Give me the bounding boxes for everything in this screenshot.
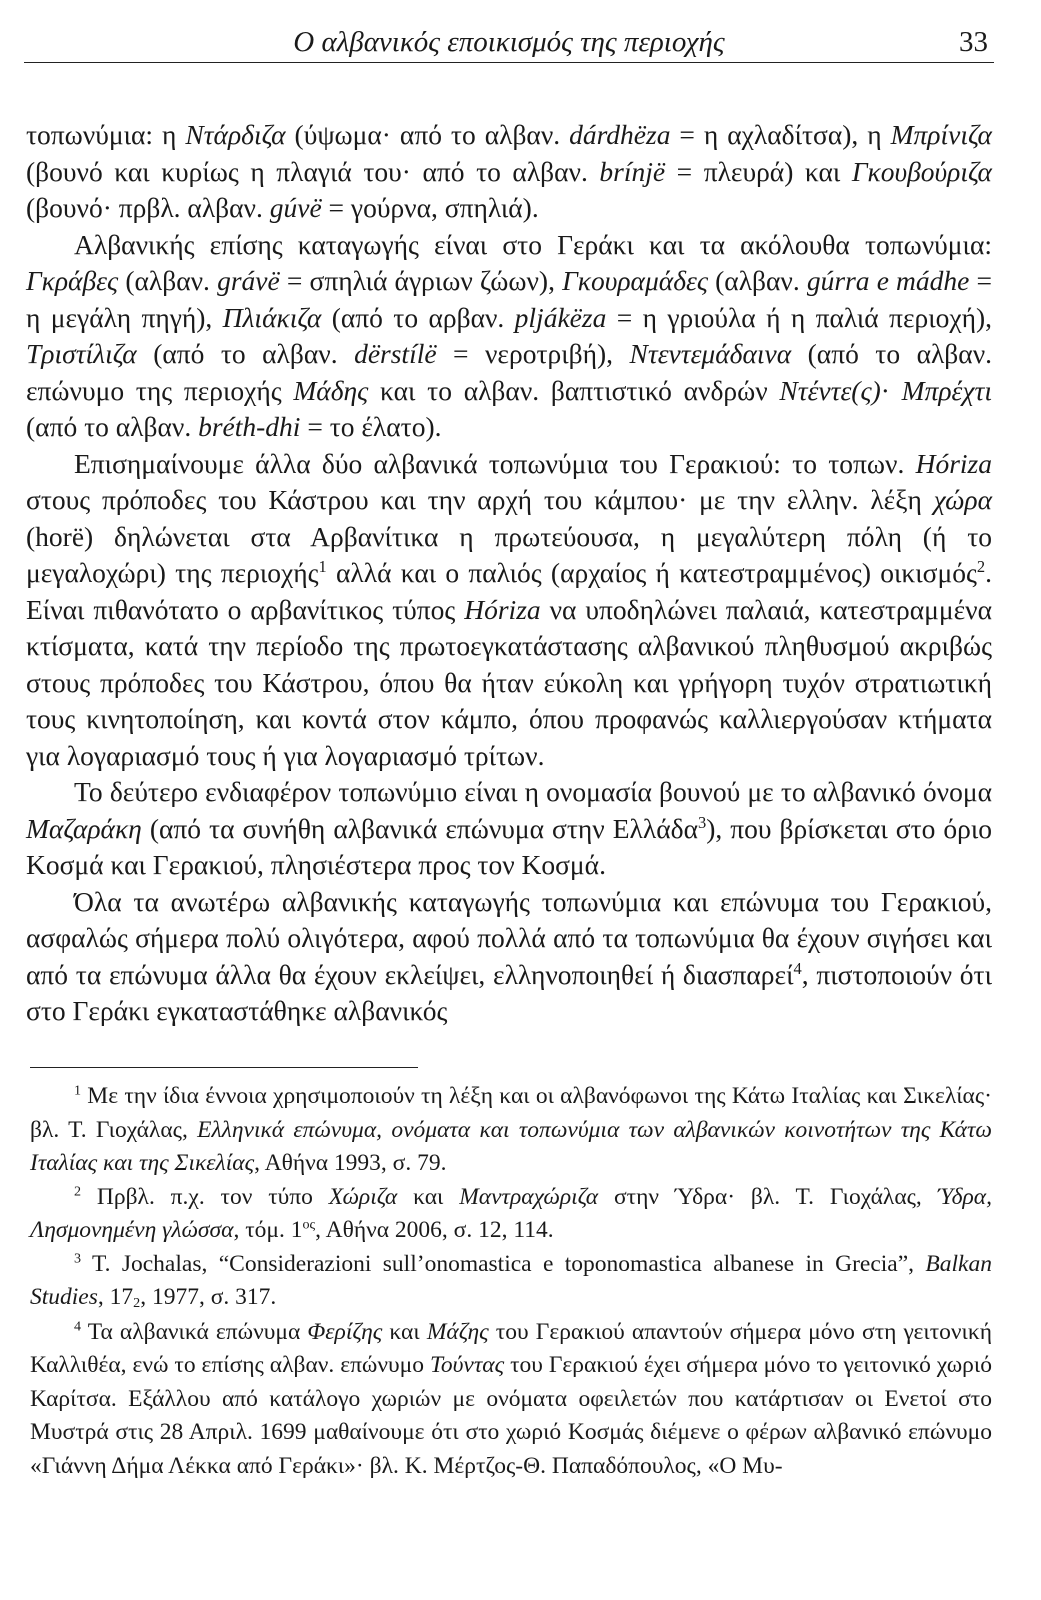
text-run: , 17: [97, 1284, 134, 1310]
footnote-marker: 3: [698, 812, 707, 832]
page-number: 33: [959, 26, 988, 58]
italic-term: Τριστίλιζα: [26, 338, 137, 369]
text-run: και το αλβαν. βαπτιστικό ανδρών: [368, 374, 780, 406]
text-run: (ύψωμα· από το αλβαν.: [285, 119, 570, 150]
paragraph-1: [26, 117, 992, 227]
text-run: (βουνό και κυρίως η πλαγιά του· από το αλβαν.: [26, 155, 600, 187]
italic-term: Ύδρα, Λησμονημένη γλώσσα: [30, 1183, 992, 1243]
italic-term: Φερίζης: [307, 1318, 383, 1345]
text-run: T. Jochalas, “Considerazioni sull’onomastica e toponomastica albanese in Grecia”,: [81, 1250, 926, 1277]
text-run: = πλευρά) και: [665, 155, 852, 187]
running-header: [24, 18, 994, 63]
italic-term: Μαντραχώριζα: [459, 1183, 599, 1210]
italic-term: dërstílë: [354, 338, 437, 369]
italic-term: Πλιάκιζα: [222, 301, 322, 333]
footnote-3: [30, 1248, 992, 1315]
subscript: 2: [133, 1294, 141, 1311]
text-run: ·: [880, 374, 902, 406]
text-run: , Αθήνα 1993, σ. 79.: [254, 1150, 447, 1176]
italic-term: Ντέντε(ς): [779, 374, 881, 406]
footnote-marker: 3: [74, 1250, 82, 1267]
text-run: Αλβανικής επίσης καταγωγής είναι στο Γεράκι και τα ακόλουθα τοπωνύμια:: [74, 228, 992, 260]
text-run: (horë) δηλώνεται στα Αρβανίτικα η πρωτεύουσα, η μεγαλύτερη πόλη (ή το μεγαλοχώρι) της περιοχής: [26, 520, 992, 588]
footnote-marker: ος: [302, 1216, 316, 1233]
text-run: του Γερακιού απαντούν σήμερα μόνο στη γειτονική Καλλιθέα, ενώ το επίσης αλβαν. επώνυμο: [30, 1318, 992, 1378]
footnote-marker: 2: [74, 1183, 82, 1200]
text-run: στους πρόποδες του Κάστρου και την αρχή του κάμπου· με την ελλην. λέξη: [26, 484, 934, 515]
text-run: , τόμ. 1: [233, 1217, 303, 1243]
text-run: (από το αλβαν.: [136, 338, 355, 369]
text-run: αλλά και ο παλιός (αρχαίος ή κατεστραμμένος) οικισμός: [326, 557, 977, 588]
italic-term: Γκουραμάδες: [562, 265, 708, 296]
text-run: του Γερακιού έχει σήμερα μόνο το γειτονικό χωριό Καρίτσα. Εξάλλου από κατάλογο χωριών με ονόματα οφειλετών που κατάρτισαν οι Ενετοί στο Μυστρά στις 28 Απριλ. 1699 μαθαίνουμε ότι στο χωριό Κοσμάς διέμενε ο φέρων αλβανικό επώνυμο «Γιάννη Δήμα Λέκκα από Γεράκι»· βλ. Κ. Μέρτζος-Θ. Παπαδόπουλος, «Ο Μυ-: [30, 1352, 992, 1479]
text-run: = νεροτριβή),: [436, 338, 630, 369]
footnote-4: [30, 1316, 992, 1484]
italic-term: pljákëza: [514, 301, 607, 333]
italic-term: Μάζης: [426, 1318, 489, 1345]
paragraph-4: [26, 774, 992, 884]
text-run: Το δεύτερο ενδιαφέρον τοπωνύμιο είναι η ονομασία βουνού με το αλβανικό όνομα: [74, 776, 992, 807]
text-run: = το έλατο).: [300, 411, 442, 442]
text-run: , 1977, σ. 317.: [140, 1284, 277, 1310]
footnote-marker: 1: [74, 1082, 82, 1099]
italic-term: Hóriza: [464, 593, 541, 625]
italic-term: Hóriza: [915, 447, 992, 479]
running-title: Ο αλβανικός εποικισμός της περιοχής: [293, 26, 725, 58]
text-run: , πιστοποιούν ότι στο Γεράκι εγκαταστάθηκε αλβανικός: [26, 958, 992, 1026]
text-run: = η γριούλα ή η παλιά περιοχή),: [606, 301, 992, 333]
italic-term: bréth-dhi: [198, 411, 301, 442]
text-run: τοπωνύμια: η: [26, 119, 186, 150]
italic-term: Ντάρδιζα: [185, 119, 286, 150]
text-run: (από το αρβαν.: [321, 301, 515, 333]
italic-term: Balkan Studies: [30, 1250, 992, 1310]
text-run: (από τα συνήθη αλβανικά επώνυμα στην Ελλάδα: [141, 812, 698, 844]
footnotes: [30, 1080, 992, 1483]
text-run: Πρβλ. π.χ. τον τύπο: [81, 1183, 329, 1210]
text-run: και: [382, 1318, 427, 1345]
footnote-marker: 1: [318, 557, 327, 577]
footnote-separator: [30, 1067, 418, 1068]
paragraph-5: [26, 884, 992, 1030]
text-run: (αλβαν.: [707, 265, 807, 296]
main-text: [26, 117, 992, 1030]
italic-term: Μπρέχτι: [901, 374, 992, 406]
italic-term: Μαζαράκη: [26, 812, 142, 844]
footnote-2: [30, 1181, 992, 1248]
text-run: Τα αλβανικά επώνυμα: [81, 1318, 308, 1345]
italic-term: gúvë: [269, 192, 322, 223]
text-run: Με την ίδια έννοια χρησιμοποιούν τη λέξη και οι αλβανόφωνοι της Κάτω Ιταλίας και Σικελίας· βλ. Τ. Γιοχάλας,: [30, 1083, 992, 1143]
italic-term: Χώριζα: [328, 1183, 398, 1210]
text-run: (από το αλβαν.: [26, 411, 199, 442]
italic-term: Τούντας: [429, 1352, 505, 1378]
text-run: = γούρνα, σπηλιά).: [321, 192, 539, 223]
italic-term: Γκράβες: [26, 265, 119, 296]
footnote-marker: 4: [793, 958, 802, 978]
italic-term: brínjë: [599, 155, 666, 187]
paragraph-2: [26, 227, 992, 446]
text-run: ), που βρίσκεται στο όριο Κοσμά και Γερακιού, πλησιέστερα προς τον Κοσμά.: [26, 812, 992, 880]
italic-term: χώρα: [933, 484, 992, 515]
text-run: και: [397, 1183, 460, 1210]
italic-term: gúrra e mádhe: [806, 265, 970, 296]
text-run: . Είναι πιθανότατο ο αρβανίτικος τύπος: [26, 557, 992, 625]
italic-term: Ελληνικά επώνυμα, ονόματα και τοπωνύμια των αλβανικών κοινοτήτων της Κάτω Ιταλίας και της Σικελίας: [30, 1116, 993, 1176]
footnote-marker: 4: [74, 1318, 82, 1335]
italic-term: Μπρίνιζα: [890, 119, 992, 150]
text-run: να υποδηλώνει παλαιά, κατεστραμμένα κτίσματα, κατά την περίοδο της πρωτοεγκατάστασης αλβανικού πληθυσμού ακριβώς στους πρόποδες του Κάστρου, όπου θα ήταν εύκολη και γρήγορη τυχόν στρατιωτική τους κινητοποίηση, και κοντά στον κάμπο, όπου προφανώς καλλιεργούσαν κτήματα για λογαριασμό τους ή για λογαριασμό τρίτων.: [26, 593, 992, 771]
text-run: Όλα τα ανωτέρω αλβανικής καταγωγής τοπωνύμια και επώνυμα του Γερακιού, ασφαλώς σήμερα πολύ ολιγότερα, αφού πολλά από τα τοπωνύμια θα έχουν σιγήσει και από τα επώνυμα άλλα θα έχουν εκλείψει, ελληνοποιηθεί ή διασπαρεί: [26, 885, 992, 990]
text-run: στην Ύδρα· βλ. Τ. Γιοχάλας,: [598, 1183, 938, 1210]
text-run: Επισημαίνουμε άλλα δύο αλβανικά τοπωνύμια του Γερακιού: το τοπων.: [74, 447, 916, 479]
italic-term: Ντεντεμάδαινα: [629, 338, 792, 369]
text-run: = σπηλιά άγριων ζώων),: [279, 265, 563, 296]
paragraph-3: [26, 446, 992, 775]
footnote-marker: 2: [976, 557, 986, 577]
text-run: (αλβαν.: [118, 265, 218, 296]
italic-term: grávë: [217, 265, 280, 296]
text-run: , Αθήνα 2006, σ. 12, 114.: [315, 1217, 554, 1243]
footnote-1: [30, 1080, 992, 1181]
text-run: (από το αλβαν. επώνυμο της περιοχής: [26, 338, 993, 406]
italic-term: dárdhëza: [569, 119, 671, 150]
italic-term: Γκουβούριζα: [851, 155, 992, 187]
text-run: (βουνό· πρβλ. αλβαν.: [26, 192, 270, 223]
text-run: = η μεγάλη πηγή),: [26, 265, 993, 333]
text-run: = η αχλαδίτσα), η: [670, 119, 891, 150]
italic-term: Μάδης: [293, 374, 369, 406]
